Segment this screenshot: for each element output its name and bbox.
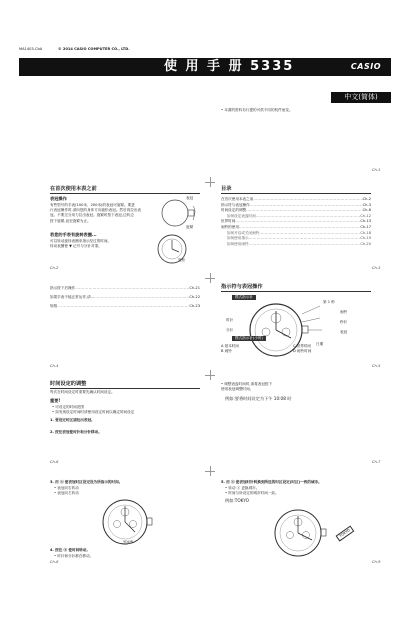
bezel-heading: 若您的手表有旋转表圈... xyxy=(50,232,97,237)
copyright: © 2014 CASIO COMPUTER CO., LTD. xyxy=(58,47,130,51)
toc-item[interactable]: 如何使用闹铃 ..... Ch-20 xyxy=(221,242,371,248)
mode-hour-label: 模式指示针(小时) xyxy=(232,336,266,341)
toc-item[interactable]: 如何开启或关闭闹铃 ..... Ch-18 xyxy=(221,231,371,237)
page-number: Ch-9 xyxy=(372,560,381,564)
indicators-heading: 指示符与表冠操作 xyxy=(221,284,263,290)
step-3: 3. 用 ⓐ 使表冠时区设定设为所指示的时间。 xyxy=(50,480,123,484)
crop-mark xyxy=(205,273,215,283)
title-banner xyxy=(19,58,391,76)
language-badge: 中文(简体) xyxy=(331,92,391,103)
toc-list xyxy=(221,197,371,247)
second-hand-label: 秒针 xyxy=(340,320,348,324)
toc-item[interactable]: 如何设定表盘时间 ..... Ch-12 xyxy=(221,214,371,220)
toc-item[interactable]: 在首次使用本表之前 ..... Ch-2 xyxy=(221,197,371,203)
page-number: Ch-1 xyxy=(372,168,381,172)
bezel-text: 可以转动旋转表圈来指示经过的时间。 转动表圈使 ▼ 记号与分针对准。 xyxy=(50,239,112,249)
time-setting-example: 例如:要将时间设定为下午 10:08 时 xyxy=(225,396,292,401)
crown-heading: 表冠操作 xyxy=(50,196,67,201)
loosen-label: 旋松 xyxy=(178,258,186,262)
crop-mark xyxy=(205,177,215,187)
hour-hand-label: 时针 xyxy=(226,318,234,322)
time-setting-heading: 时间设定的调整 xyxy=(50,381,87,387)
watch-dial-step5 xyxy=(268,506,338,560)
page-number: Ch-6 xyxy=(50,460,59,464)
toc-item[interactable]: 指示按下后操作 ..... Ch-21 xyxy=(50,284,200,293)
step-5-bullets: • 转动 ⓐ 更换城市。 • 时间与所设定的城市时间一致。 xyxy=(225,486,279,496)
legend-right: C 世界时间 D 闹铃时间 xyxy=(293,344,312,354)
crown-diagram xyxy=(160,196,200,230)
crown-label: 表冠 xyxy=(186,196,194,200)
minute-hand-label: 分针 xyxy=(226,328,234,332)
toc-item[interactable]: 如何使用指示 ..... Ch-19 xyxy=(221,236,371,242)
step-4-bullet: • 时针和分针都在移动。 xyxy=(54,554,94,558)
casio-logo: CASIO xyxy=(350,62,381,71)
city-label: TOKYO xyxy=(336,525,355,541)
crown-label: 表冠 xyxy=(340,330,348,334)
manual-title: 使 用 手 册 5335 xyxy=(164,59,295,74)
toc-heading: 目录 xyxy=(221,186,232,192)
crown-text: 有些型号的手表(100米、200米)的表冠可旋紧。要进 行表冠操作时,请向您的身体方向旋松表冠。然后再拉出表 冠。不要过分用力拉出表冠。旋紧时按下表冠,边转边 按下旋紧,直至旋紧为止。 xyxy=(50,203,141,223)
date-label: 日期 xyxy=(316,342,324,346)
toc-item[interactable]: 如果手表不能正常运作,请... ..... Ch-22 xyxy=(50,293,200,302)
page-number: Ch-2 xyxy=(50,266,59,270)
watch-face-diagram xyxy=(236,300,326,360)
toc-list-continued xyxy=(50,284,200,311)
step-2: 2. 按住表冠使时针和分针移动。 xyxy=(50,430,102,434)
toc-item[interactable]: 闹铃的使用 ..... Ch-17 xyxy=(221,225,371,231)
page-number: Ch-5 xyxy=(372,364,381,368)
step-1: 1. 要设定时区请拉出表冠。 xyxy=(50,418,95,422)
page-number: Ch-8 xyxy=(50,560,59,564)
important-label: 重要! xyxy=(50,398,61,403)
alarm-label: 闹铃 xyxy=(340,310,348,314)
toc-item[interactable]: 时间设定的调整 ..... Ch-6 xyxy=(221,208,371,214)
mode-hand-label: 模式指示针 xyxy=(232,295,256,300)
page-number: Ch-4 xyxy=(50,364,59,368)
crop-mark xyxy=(205,370,215,380)
time-setting-intro: 每次在时间设定时需要先确认时间设定。 xyxy=(50,390,115,394)
crop-mark xyxy=(205,466,215,476)
toc-item[interactable]: 规格 ..... Ch-23 xyxy=(50,302,200,311)
toc-item[interactable]: 世界时间 ..... Ch-13 xyxy=(221,219,371,225)
step-3-bullets: • 表冠向右转动 • 表冠向左转动 xyxy=(54,486,79,496)
city-example: 例如:TOKYO xyxy=(225,498,249,503)
page-number: Ch-3 xyxy=(372,266,381,270)
page-number: Ch-7 xyxy=(372,460,381,464)
toc-item[interactable]: 指示符与表冠操作 ..... Ch-3 xyxy=(221,203,371,209)
legend-left: A 基本时间 B 闹铃 xyxy=(221,344,239,354)
note-line: • 本書的资料另行提的可供不同的机件而变。 xyxy=(221,108,293,112)
tighten-label: 旋紧 xyxy=(186,225,194,229)
first-use-heading: 在首次使用本表之前 xyxy=(50,186,97,192)
step-5: 5. 用 ⓐ 使表冠时针转换到所选的时区设定(时区)一致的城市。 xyxy=(221,480,322,484)
model-code: MA1403-CbA xyxy=(19,47,43,51)
sub-dial-label: 第 1 秒 xyxy=(323,300,335,304)
bezel-diagram xyxy=(155,232,195,266)
important-bullets: • 可设定的时间范围 • 如发现设定时间时请使用设定时间以确定时间设定 xyxy=(52,405,135,415)
dial-label: YOUR xyxy=(123,540,133,544)
step-4: 4. 按住 ⓐ 使时间转动。 xyxy=(50,548,90,552)
time-setting-notes: • 调整表盘时间时,请将表冠按下 使用表冠调整时间。 xyxy=(221,382,273,392)
